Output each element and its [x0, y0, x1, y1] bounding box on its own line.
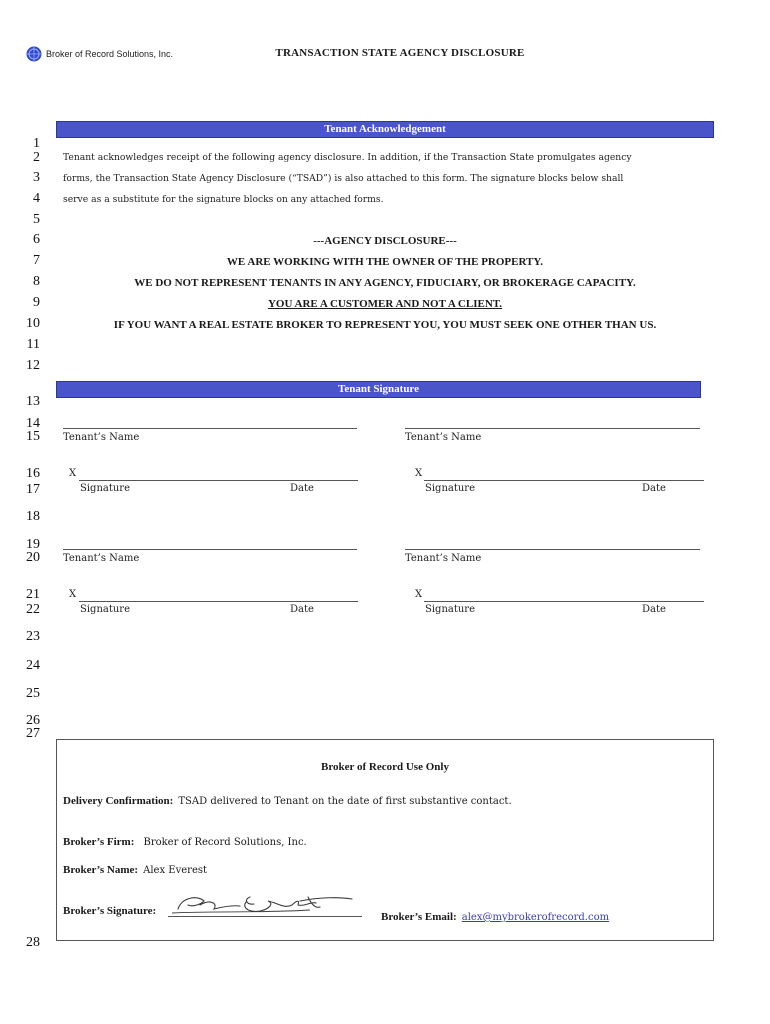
date-label: Date — [290, 604, 314, 615]
handwritten-signature — [170, 891, 360, 919]
signature-line[interactable] — [424, 601, 704, 602]
tenant-name-label: Tenant’s Name — [405, 553, 482, 564]
email-link[interactable]: alex@mybrokerofrecord.com — [461, 912, 610, 923]
signature-label: Signature — [80, 604, 131, 615]
delivery-confirmation-row — [63, 789, 512, 808]
firm-label: Broker’s Firm: — [63, 836, 135, 848]
x-mark: X — [415, 589, 423, 600]
x-mark: X — [69, 468, 77, 479]
signature-label: Signature — [80, 483, 131, 494]
line-number: 10 — [26, 316, 40, 331]
broker-signature-label: Broker’s Signature: — [63, 905, 157, 917]
line-number: 23 — [26, 629, 40, 644]
broker-name-row — [63, 858, 207, 877]
line-number: 17 — [26, 482, 40, 497]
date-label: Date — [642, 483, 666, 494]
line-number: 20 — [26, 550, 40, 565]
email-label: Broker’s Email: — [381, 911, 457, 923]
line-number: 19 — [26, 537, 40, 552]
x-mark: X — [415, 468, 423, 479]
name-value: Alex Everest — [143, 865, 208, 876]
line-number: 11 — [26, 337, 40, 352]
line-number: 16 — [26, 466, 40, 481]
ack-text-line: serve as a substitute for the signature blocks on any attached forms. — [63, 194, 384, 205]
line-number: 28 — [26, 935, 40, 950]
disclosure-line: WE ARE WORKING WITH THE OWNER OF THE PROPERTY. — [226, 256, 544, 268]
signature-line[interactable] — [79, 601, 358, 602]
signature-label: Signature — [425, 604, 476, 615]
line-number: 15 — [26, 429, 40, 444]
tenant-name-label: Tenant’s Name — [63, 432, 140, 443]
disclosure-line: YOU ARE A CUSTOMER AND NOT A CLIENT. — [267, 298, 503, 310]
line-number: 26 — [26, 713, 40, 728]
line-number: 22 — [26, 602, 40, 617]
x-mark: X — [69, 589, 77, 600]
signature-line[interactable] — [424, 480, 704, 481]
line-number: 13 — [26, 394, 40, 409]
line-number: 2 — [33, 150, 40, 165]
ack-text-line: forms, the Transaction State Agency Disclosure (“TSAD”) is also attached to this form. The signature blocks below shall — [63, 173, 624, 184]
document-title: TRANSACTION STATE AGENCY DISCLOSURE — [275, 47, 525, 59]
line-number: 5 — [33, 212, 40, 227]
disclosure-line: IF YOU WANT A REAL ESTATE BROKER TO REPRESENT YOU, YOU MUST SEEK ONE OTHER THAN US. — [113, 319, 657, 331]
broker-box-title: Broker of Record Use Only — [321, 761, 449, 773]
date-label: Date — [290, 483, 314, 494]
line-number: 3 — [33, 170, 40, 185]
line-number: 21 — [26, 587, 40, 602]
line-number: 7 — [33, 253, 40, 268]
tenant-name-line[interactable] — [63, 549, 357, 550]
line-number: 18 — [26, 509, 40, 524]
signature-header: Tenant Signature — [56, 381, 701, 398]
line-number: 25 — [26, 686, 40, 701]
ack-text-line: Tenant acknowledges receipt of the following agency disclosure. In addition, if the Transaction State promulgates agency — [63, 152, 632, 163]
date-label: Date — [642, 604, 666, 615]
tenant-name-line[interactable] — [63, 428, 357, 429]
disclosure-heading: ---AGENCY DISCLOSURE--- — [313, 235, 457, 247]
name-label: Broker’s Name: — [63, 864, 139, 876]
line-number: 4 — [33, 191, 40, 206]
delivery-value: TSAD delivered to Tenant on the date of first substantive contact. — [178, 796, 512, 807]
tenant-name-line[interactable] — [405, 549, 700, 550]
delivery-label: Delivery Confirmation: — [63, 795, 174, 807]
tenant-name-label: Tenant’s Name — [63, 553, 140, 564]
line-number: 14 — [26, 416, 40, 431]
tenant-name-line[interactable] — [405, 428, 700, 429]
line-number: 1 — [33, 136, 40, 151]
tenant-name-label: Tenant’s Name — [405, 432, 482, 443]
line-number: 6 — [33, 232, 40, 247]
acknowledgement-header: Tenant Acknowledgement — [56, 121, 714, 138]
broker-firm-row — [63, 830, 307, 849]
line-number: 27 — [26, 726, 40, 741]
firm-value: Broker of Record Solutions, Inc. — [143, 837, 307, 848]
line-number: 9 — [33, 295, 40, 310]
signature-label: Signature — [425, 483, 476, 494]
signature-line[interactable] — [79, 480, 358, 481]
company-name: Broker of Record Solutions, Inc. — [46, 49, 174, 59]
line-number: 24 — [26, 658, 40, 673]
broker-email-row — [381, 905, 609, 924]
disclosure-line: WE DO NOT REPRESENT TENANTS IN ANY AGENCY, FIDUCIARY, OR BROKERAGE CAPACITY. — [134, 277, 636, 289]
line-number: 8 — [33, 274, 40, 289]
line-number: 12 — [26, 358, 40, 373]
